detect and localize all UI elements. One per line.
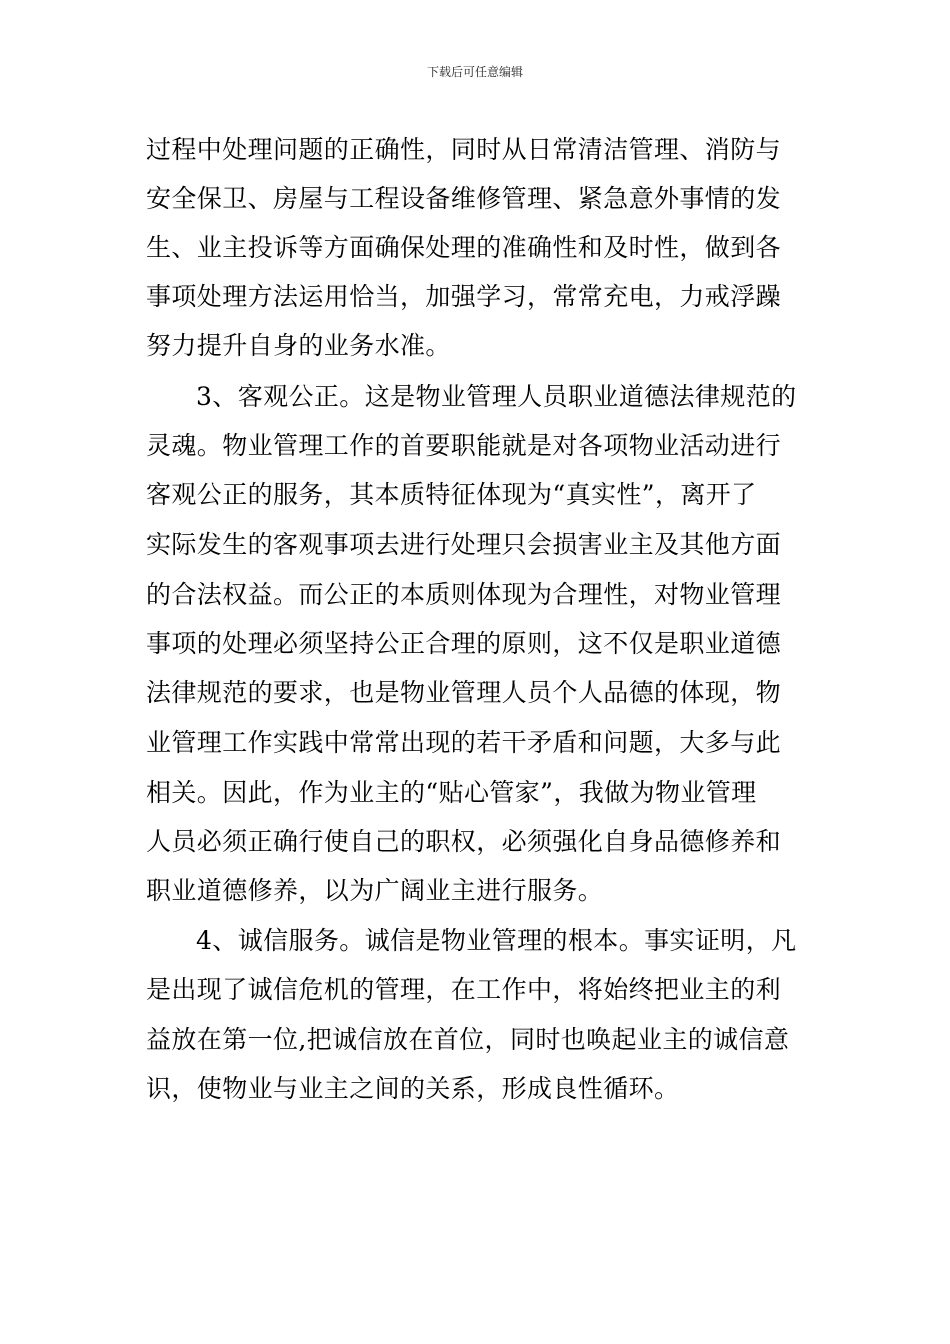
text-line: 客观公正的服务，其本质特征体现为“真实性”，离开了	[146, 480, 757, 509]
text-line: 益放在第一位,把诚信放在首位，同时也唤起业主的诚信意	[146, 1025, 790, 1054]
text-line: 实际发生的客观事项去进行处理只会损害业主及其他方面	[146, 530, 782, 559]
paragraph-start-line: 4、诚信服务。诚信是物业管理的根本。事实证明，凡	[196, 926, 797, 955]
text-line: 相关。因此，作为业主的“贴心管家”，我做为物业管理	[146, 778, 757, 807]
paragraph-start-line: 3、客观公正。这是物业管理人员职业道德法律规范的	[196, 382, 797, 411]
text-line: 安全保卫、房屋与工程设备维修管理、紧急意外事情的发	[146, 184, 782, 213]
text-line: 过程中处理问题的正确性，同时从日常清洁管理、消防与	[146, 135, 782, 164]
page-header-note: 下载后可任意编辑	[426, 65, 523, 79]
text-line: 是出现了诚信危机的管理，在工作中，将始终把业主的利	[146, 975, 782, 1004]
text-line: 识，使物业与业主之间的关系，形成良性循环。	[146, 1074, 680, 1103]
text-line: 事项处理方法运用恰当，加强学习，常常充电，力戒浮躁	[146, 282, 782, 311]
text-line: 生、业主投诉等方面确保处理的准确性和及时性，做到各	[146, 233, 782, 262]
text-line: 业管理工作实践中常常出现的若干矛盾和问题，大多与此	[146, 728, 782, 757]
text-line: 法律规范的要求，也是物业管理人员个人品德的体现，物	[146, 678, 782, 707]
text-line: 努力提升自身的业务水准。	[146, 331, 451, 360]
text-line: 职业道德修养，以为广阔业主进行服务。	[146, 876, 604, 905]
text-line: 事项的处理必须坚持公正合理的原则，这不仅是职业道德	[146, 629, 782, 658]
text-line: 的合法权益。而公正的本质则体现为合理性，对物业管理	[146, 580, 782, 609]
text-line: 灵魂。物业管理工作的首要职能就是对各项物业活动进行	[146, 431, 782, 460]
text-line: 人员必须正确行使自己的职权，必须强化自身品德修养和	[146, 827, 782, 856]
